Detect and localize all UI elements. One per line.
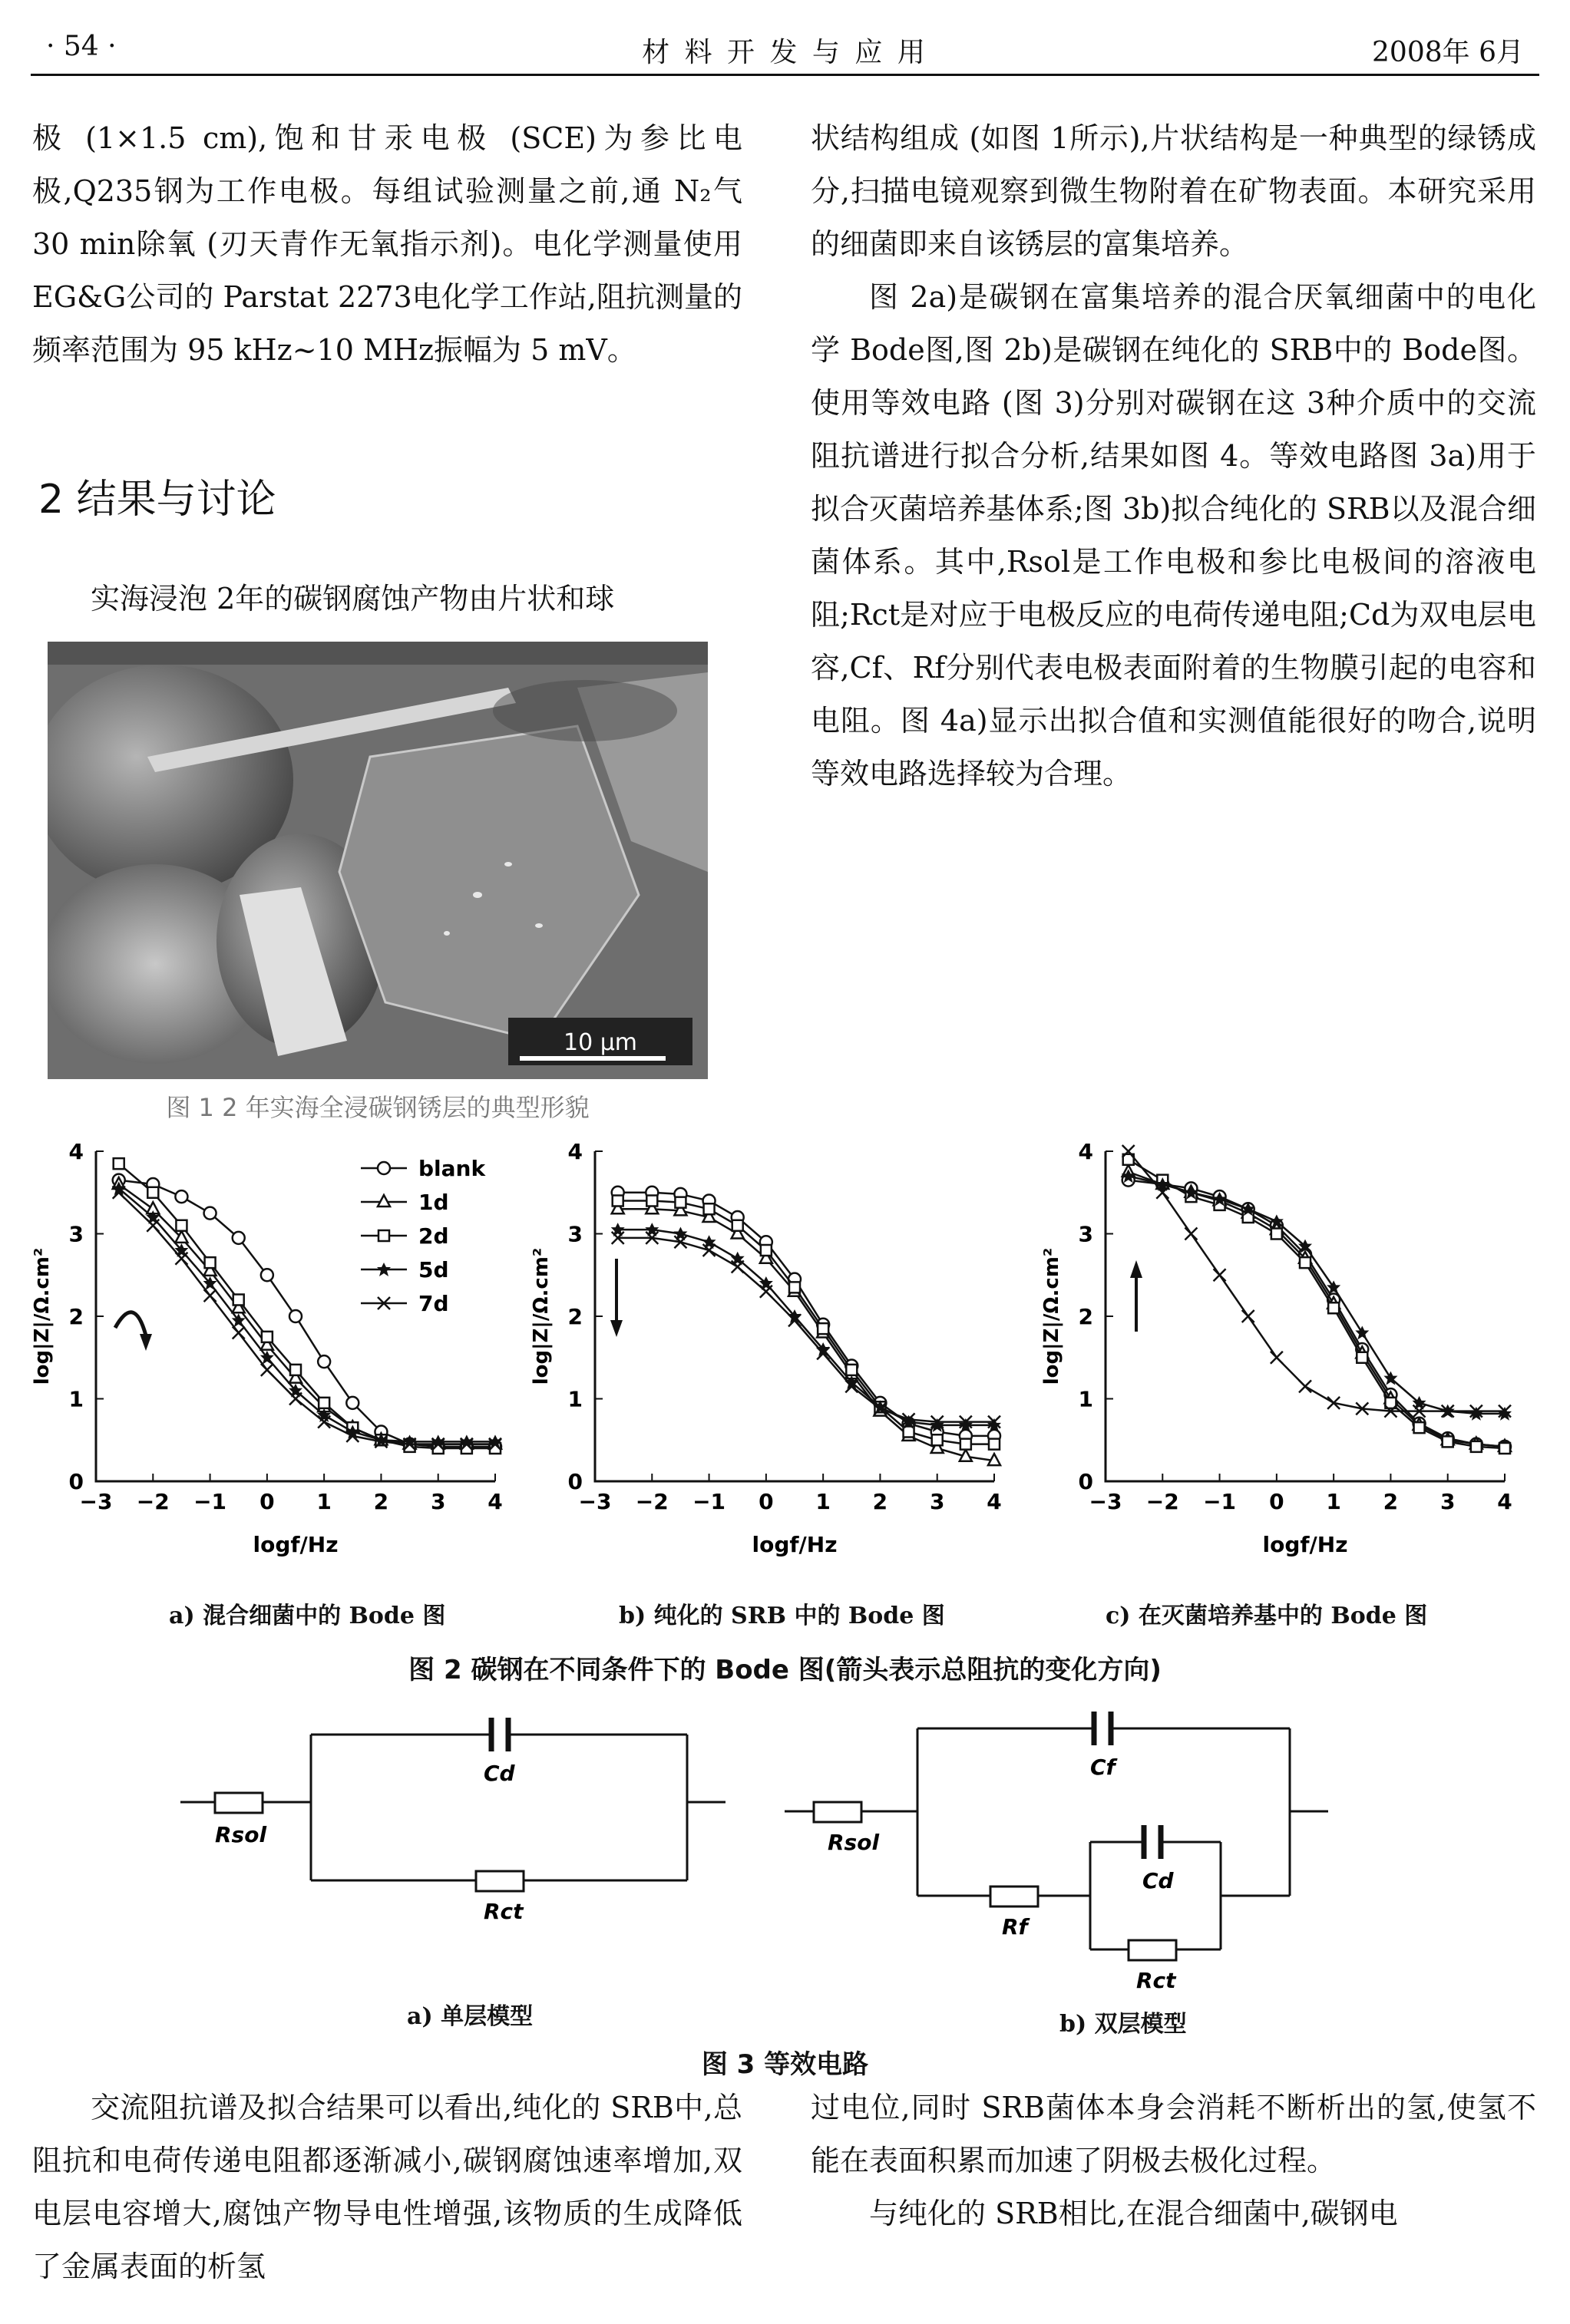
x-tick-label: 3 [1439, 1489, 1456, 1514]
data-point-2d [613, 1196, 623, 1207]
data-point-7d [204, 1289, 216, 1302]
axes [1106, 1151, 1505, 1481]
data-point-2d [989, 1439, 1000, 1450]
data-point-7d [1242, 1310, 1254, 1322]
label-cd-b: Cd [1142, 1868, 1174, 1893]
legend-label-2d: 2d [418, 1223, 449, 1249]
data-point-5d [1355, 1326, 1369, 1340]
x-tick-label: 1 [316, 1489, 332, 1514]
x-tick-label: 1 [815, 1489, 831, 1514]
figure1-caption: 图 1 2 年实海全浸碳钢锈层的典型形貌 [166, 1093, 590, 1122]
x-tick-label: 0 [759, 1489, 774, 1514]
data-point-7d [289, 1393, 302, 1405]
x-tick-label: 3 [430, 1489, 446, 1514]
data-point-2d [290, 1365, 301, 1375]
left-column-mid [32, 573, 742, 626]
y-tick-label: 0 [68, 1469, 84, 1494]
x-tick-label: 0 [1269, 1489, 1284, 1514]
data-point-7d [261, 1364, 273, 1376]
y-tick-label: 1 [567, 1386, 583, 1412]
arrow-head-c [1130, 1260, 1142, 1278]
x-tick-label: −3 [578, 1489, 612, 1514]
data-point-2d [319, 1398, 329, 1408]
data-point-7d [1271, 1352, 1283, 1364]
data-point-7d [703, 1244, 716, 1256]
x-tick-label: 3 [929, 1489, 945, 1514]
bottom-left-paragraph: 交流阻抗谱及拟合结果可以看出,纯化的 SRB中,总阻抗和电荷传递电阻都逐渐减小,碳钢腐蚀速率增加,双电层电容增大,腐蚀产物导电性增强,该物质的生成降低了金属表面的析氢 [32, 2091, 742, 2283]
right-column-top [811, 112, 1536, 801]
data-point-2d [1357, 1352, 1367, 1363]
data-point-2d [1328, 1302, 1339, 1313]
data-point-2d [205, 1257, 216, 1268]
data-point-7d [732, 1261, 744, 1273]
data-point-2d [846, 1365, 857, 1375]
arrow-curved-a [115, 1312, 146, 1335]
bottom-right-paragraph-1: 过电位,同时 SRB菌体本身会消耗不断析出的氢,使氢不能在表面积累而加速了阴极去极化过程。 [811, 2091, 1536, 2177]
data-point-2d [262, 1332, 273, 1342]
x-axis-label: logf/Hz [752, 1532, 838, 1557]
right-paragraph-1: 状结构组成 (如图 1所示),片状结构是一种典型的绿锈成分,扫描电镜观察到微生物附着在矿物表面。本研究采用的细菌即来自该锈层的富集培养。 [811, 121, 1536, 261]
data-point-2d [1271, 1229, 1282, 1240]
scale-bar-label: 10 μm [563, 1029, 638, 1056]
data-point-2d [1414, 1422, 1425, 1433]
figure3a-caption: a) 单层模型 [407, 2003, 534, 2030]
data-point-blank [289, 1310, 302, 1322]
y-tick-label: 2 [1078, 1304, 1093, 1329]
bottom-left-column [32, 2081, 742, 2293]
bottom-right-paragraph-2: 与纯化的 SRB相比,在混合细菌中,碳钢电 [869, 2197, 1398, 2230]
y-axis-label: log|Z|/Ω.cm² [31, 1247, 54, 1385]
x-tick-label: −2 [136, 1489, 170, 1514]
legend-marker-blank [378, 1162, 390, 1174]
data-point-2d [147, 1187, 158, 1198]
label-rsol-b: Rsol [828, 1830, 880, 1855]
x-tick-label: −1 [1203, 1489, 1237, 1514]
panel-b-caption: b) 纯化的 SRB 中的 Bode 图 [619, 1603, 945, 1629]
x-tick-label: −1 [692, 1489, 726, 1514]
bode-panel-b [530, 1139, 1002, 1557]
x-tick-label: 4 [488, 1489, 503, 1514]
data-point-2d [1499, 1443, 1510, 1454]
y-tick-label: 3 [1078, 1221, 1093, 1247]
data-point-2d [646, 1196, 657, 1207]
legend-label-7d: 7d [418, 1291, 449, 1316]
series-line-5d [1129, 1176, 1505, 1414]
bottom-right-column [811, 2081, 1536, 2240]
data-point-2d [1300, 1257, 1311, 1268]
label-rsol-a: Rsol [215, 1822, 267, 1847]
right-paragraph-2: 图 2a)是碳钢在富集培养的混合厌氧细菌中的电化学 Bode图,图 2b)是碳钢在纯化的 SRB中的 Bode图。使用等效电路 (图 3)分别对碳钢在这 3种介质中的交流阻抗谱进行拟合分析,结果如图 4。等效电路图 3a)用于拟合灭菌培养基体系;图 3b)拟合纯化的 SRB以及混合细菌体系。其中,Rsol是工作电极和参比电极间的溶液电阻;Rct是对应于电极反应的电荷传递电阻;Cd为双电层电容,Cf、Rf分别代表电极表面附着的生物膜引起的电容和电阻。图 4a)显示出拟合值和实测值能很好的吻合,说明等效电路选择较为合理。 [811, 280, 1536, 791]
x-tick-label: −1 [193, 1489, 227, 1514]
y-tick-label: 2 [68, 1304, 84, 1329]
data-point-7d [233, 1327, 245, 1339]
y-tick-label: 3 [567, 1221, 583, 1247]
data-point-2d [1443, 1436, 1453, 1447]
data-point-blank [346, 1397, 359, 1409]
data-point-2d [704, 1203, 715, 1214]
data-point-2d [114, 1158, 124, 1169]
bode-panel-c [1040, 1139, 1512, 1557]
journal-title: 材 料 开 发 与 应 用 [642, 37, 928, 68]
data-point-5d [702, 1235, 716, 1249]
figure3b-caption: b) 双层模型 [1059, 2011, 1187, 2038]
chart-legend [361, 1156, 486, 1316]
circuit-a [180, 1718, 726, 1891]
label-rct-b: Rct [1136, 1968, 1176, 1993]
issue-date: 2008年 6月 [1372, 37, 1524, 68]
y-tick-label: 4 [567, 1139, 583, 1164]
x-tick-label: 0 [259, 1489, 275, 1514]
y-tick-label: 3 [68, 1221, 84, 1247]
data-point-blank [175, 1190, 187, 1203]
sem-texture [48, 642, 708, 1079]
x-axis-label: logf/Hz [1262, 1532, 1348, 1557]
x-tick-label: 4 [1497, 1489, 1512, 1514]
data-point-2d [1471, 1441, 1482, 1452]
x-tick-label: −2 [635, 1489, 669, 1514]
y-tick-label: 1 [1078, 1386, 1093, 1412]
arrow-head-b [610, 1320, 623, 1337]
y-axis-label: log|Z|/Ω.cm² [1040, 1247, 1063, 1385]
figure2-caption: 图 2 碳钢在不同条件下的 Bode 图(箭头表示总阻抗的变化方向) [408, 1655, 1162, 1685]
sem-micrograph [48, 642, 708, 1079]
page-number: · 54 · [46, 31, 117, 62]
left-column-top [32, 112, 742, 377]
figure3-circuits [0, 1696, 1570, 2080]
legend-marker-1d [378, 1195, 390, 1207]
data-point-2d [789, 1282, 800, 1292]
left-paragraph-1: 极 (1×1.5 cm),饱和甘汞电极 (SCE)为参比电极,Q235钢为工作电极。每组试验测量之前,通 N₂气 30 min除氧 (刃天青作无氧指示剂)。电化学测量使用 EG&G公司的 Parstat 2273电化学工作站,阻抗测量的频率范围为 95 kHz~10 MHz振幅为 5 mV。 [32, 121, 742, 367]
legend-label-1d: 1d [418, 1190, 449, 1215]
y-tick-label: 0 [1078, 1469, 1093, 1494]
y-tick-label: 4 [68, 1139, 84, 1164]
x-tick-label: 2 [872, 1489, 888, 1514]
data-point-7d [760, 1286, 772, 1298]
legend-label-5d: 5d [418, 1257, 449, 1282]
data-point-7d [147, 1220, 159, 1232]
data-point-2d [176, 1220, 187, 1231]
header-rule [31, 74, 1539, 76]
x-tick-label: −2 [1145, 1489, 1179, 1514]
data-point-2d [960, 1439, 971, 1450]
data-point-blank [318, 1355, 330, 1368]
left-paragraph-2: 实海浸泡 2年的碳钢腐蚀产物由片状和球 [91, 582, 615, 616]
data-point-7d [1214, 1269, 1226, 1281]
arrow-head-a [140, 1334, 152, 1351]
y-tick-label: 1 [68, 1386, 84, 1412]
data-point-2d [761, 1245, 772, 1256]
series-line-blank [618, 1193, 994, 1436]
data-point-blank [261, 1269, 273, 1281]
data-point-blank [233, 1232, 245, 1244]
label-rct-a: Rct [484, 1899, 524, 1924]
data-point-2d [818, 1323, 828, 1334]
label-cd-a: Cd [484, 1761, 515, 1786]
y-tick-label: 0 [567, 1469, 583, 1494]
data-point-7d [175, 1253, 187, 1265]
legend-label-blank: blank [418, 1156, 486, 1181]
y-tick-label: 2 [567, 1304, 583, 1329]
data-point-2d [675, 1197, 686, 1208]
x-tick-label: −3 [79, 1489, 113, 1514]
x-tick-label: 2 [373, 1489, 389, 1514]
label-rf-b: Rf [1002, 1914, 1028, 1939]
x-tick-label: −3 [1089, 1489, 1122, 1514]
series-line-5d [618, 1230, 994, 1425]
series-line-2d [618, 1201, 994, 1444]
figure2-bode-plots [0, 1136, 1570, 1627]
x-tick-label: 1 [1326, 1489, 1341, 1514]
data-point-blank [204, 1207, 216, 1220]
data-point-7d [1299, 1380, 1311, 1392]
x-axis-label: logf/Hz [253, 1532, 339, 1557]
y-axis-label: log|Z|/Ω.cm² [530, 1247, 553, 1385]
data-point-2d [732, 1220, 743, 1231]
x-tick-label: 2 [1383, 1489, 1399, 1514]
data-point-2d [932, 1434, 943, 1445]
label-cf-b: Cf [1090, 1755, 1116, 1780]
panel-c-caption: c) 在灭菌培养基中的 Bode 图 [1106, 1603, 1428, 1629]
panel-a-caption: a) 混合细菌中的 Bode 图 [169, 1603, 446, 1629]
x-tick-label: 4 [987, 1489, 1002, 1514]
figure3-caption: 图 3 等效电路 [701, 2049, 869, 2080]
legend-marker-2d [378, 1230, 389, 1241]
data-point-7d [1185, 1228, 1197, 1240]
data-point-2d [233, 1295, 244, 1306]
y-tick-label: 4 [1078, 1139, 1093, 1164]
section-heading: 2 结果与讨论 [38, 477, 276, 523]
